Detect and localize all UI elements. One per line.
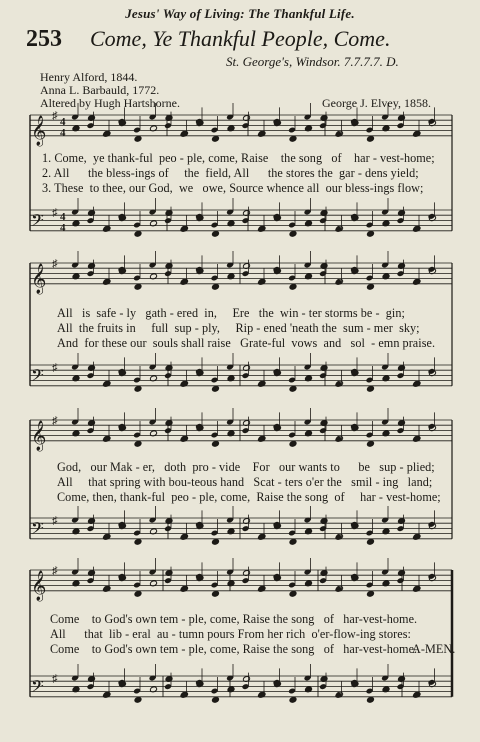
lyric-line: All is safe - ly gath - ered in, Ere the win - ter storms be - gin; [57,306,405,320]
time-signature: 4 [60,211,66,223]
notehead [289,283,297,290]
key-signature-sharp: ♯ [52,565,58,577]
author-credit: Anna L. Barbauld, 1772. [40,83,160,97]
notehead [212,590,220,597]
amen-label: A-MEN. [412,642,456,656]
notehead [212,135,220,142]
notehead [212,230,220,237]
notehead [289,538,297,545]
bass-clef-icon: 𝄢 [31,364,44,389]
lyric-line: All that lib - eral au - tumn pours From her rich o'er-flow-ing stores: [50,627,411,641]
time-signature: 4 [60,222,66,234]
notehead [289,230,297,237]
time-signature: 4 [60,116,66,128]
time-signature: 4 [60,127,66,139]
treble-clef-icon: 𝄞 [31,570,47,601]
bass-clef-icon: 𝄢 [31,675,44,700]
lyric-line: Come, then, thank-ful peo - ple, come, Raise the song of har - vest-home; [57,490,441,504]
lyric-line: All that spring with bou-teous hand Scat - ters o'er the smil - ing land; [57,475,433,489]
notehead [134,538,142,545]
notehead [134,135,142,142]
notehead [367,538,375,545]
notehead [289,590,297,597]
lyric-line: Come to God's own tem - ple, come, Raise the song of har-vest-home. [50,612,418,626]
notehead [134,230,142,237]
lyric-line: All the fruits in full sup - ply, Rip - ened 'neath the sum - mer sky; [57,321,420,335]
treble-clef-icon: 𝄞 [31,263,47,294]
author-credit: Henry Alford, 1844. [40,70,138,84]
running-title: Jesus' Way of Living: The Thankful Life. [125,6,355,21]
bass-clef-icon: 𝄢 [31,517,44,542]
tune-name: St. George's, Windsor. 7.7.7.7. D. [226,54,399,69]
key-signature-sharp: ♯ [52,258,58,270]
lyric-line: 1. Come, ye thank-ful peo - ple, come, Raise the song of har - vest-home; [42,151,435,165]
notehead [289,696,297,703]
lyric-line: 3. These to thee, our God, we owe, Source whence all our bless-ings flow; [42,181,424,195]
key-signature-sharp: ♯ [52,673,58,685]
key-signature-sharp: ♯ [52,362,58,374]
notehead [212,385,220,392]
notehead [134,696,142,703]
treble-clef-icon: 𝄞 [31,420,47,451]
key-signature-sharp: ♯ [52,207,58,219]
lyric-line: 2. All the bless-ings of the field, All the stores the gar - dens yield; [42,166,419,180]
notehead [134,283,142,290]
notehead [367,283,375,290]
key-signature-sharp: ♯ [52,415,58,427]
lyric-line: God, our Mak - er, doth pro - vide For our wants to be sup - plied; [57,460,435,474]
notehead [289,440,297,447]
notehead [212,696,220,703]
notehead [367,135,375,142]
notehead [367,385,375,392]
key-signature-sharp: ♯ [52,110,58,122]
hymn-title: Come, Ye Thankful People, Come. [90,26,391,51]
notehead [134,590,142,597]
notehead [212,538,220,545]
notehead [212,283,220,290]
notehead [367,440,375,447]
notehead [367,590,375,597]
alteration-credit: Altered by Hugh Hartshorne. [40,96,180,110]
treble-clef-icon: 𝄞 [31,115,47,146]
notehead [367,230,375,237]
notehead [289,135,297,142]
notehead [134,440,142,447]
notehead [289,385,297,392]
lyric-line: Come to God's own tem - ple, come, Raise the song of har-vest-home. [50,642,418,656]
notehead [212,440,220,447]
bass-clef-icon: 𝄢 [31,209,44,234]
composer-credit: George J. Elvey, 1858. [322,96,431,110]
hymn-number: 253 [26,26,62,52]
notehead [134,385,142,392]
notehead [367,696,375,703]
key-signature-sharp: ♯ [52,515,58,527]
lyric-line: And for these our souls shall raise Grate-ful vows and sol - emn praise. [57,336,436,350]
